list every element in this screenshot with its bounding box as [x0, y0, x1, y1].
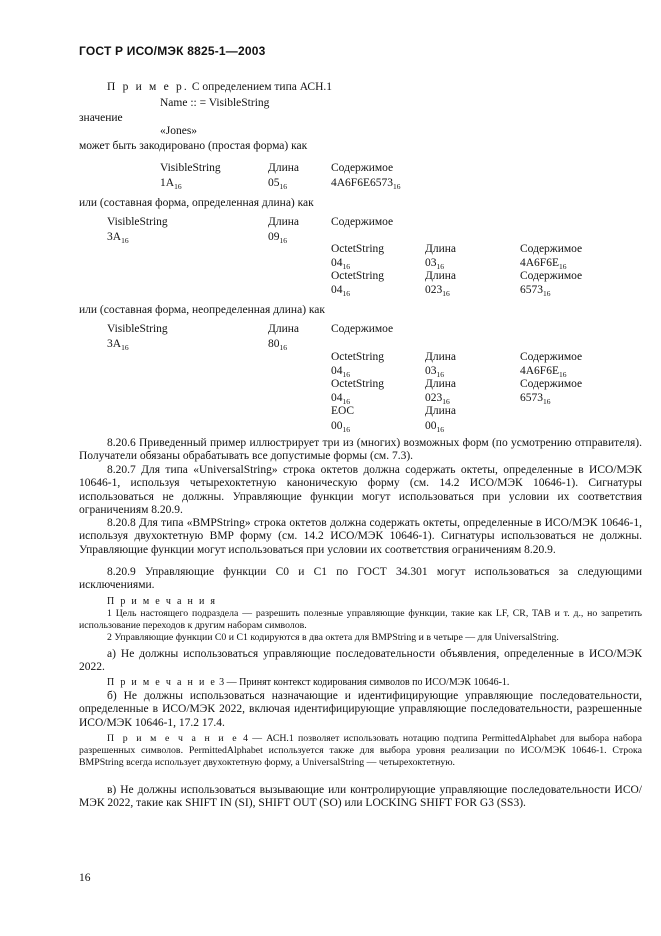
indefinite-content-header: Содержимое: [331, 323, 394, 335]
primitive-content-header: Содержимое: [331, 162, 394, 174]
notes-label: П р и м е ч а н и я: [107, 596, 217, 607]
indefinite-inner2-length-header: Длина: [425, 378, 456, 390]
indefinite-inner1-type-header: OctetString: [331, 351, 385, 363]
definite-content-header: Содержимое: [331, 216, 394, 228]
indefinite-inner2-type-header: OctetString: [331, 378, 385, 390]
paragraph-8-20-8: 8.20.8 Для типа «BMPString» строка октетов должна содержать октеты, определенные в ИСО/МЭК 10646-1, используя двухоктетную BMP форму (см. 14.2 ИСО/МЭК 10646-1). Сигнатуры использоваться не должны. Управляющие функции могут использоваться при условии их соответствия ограничениям 8.20.9.: [79, 517, 642, 556]
paragraph-8-20-9: 8.20.9 Управляющие функции С0 и С1 по ГОСТ 34.301 могут использоваться за следующими исключениями.: [79, 566, 642, 592]
note-3-line: [107, 677, 509, 689]
paragraph-8-20-6: 8.20.6 Приведенный пример иллюстрирует три из (многих) возможных форм (по усмотрению отправителя). Получатели обязаны обрабатывать все допустимые формы (см. 7.3).: [79, 437, 642, 463]
type-definition: Name :: = VisibleString: [160, 97, 270, 109]
definite-type-header: VisibleString: [107, 216, 168, 228]
indefinite-inner2-content: $6573_{16}$: [520, 392, 551, 406]
indefinite-inner1-length: $03_{16}$: [425, 365, 444, 379]
indefinite-inner1-tag: $04_{16}$: [331, 365, 350, 379]
primitive-tag-value: $1A_{16}$: [160, 177, 182, 191]
indefinite-eoc-length: $00_{16}$: [425, 420, 444, 434]
definite-inner2-content-header: Содержимое: [520, 270, 583, 282]
definite-inner2-length: $023_{16}$: [425, 284, 450, 298]
definite-inner1-content: $4A6F6E_{16}$: [520, 257, 567, 271]
note-4-block: [79, 733, 642, 769]
example-intro: С определением типа АСН.1: [191, 81, 333, 93]
primitive-type-header: VisibleString: [160, 162, 221, 174]
note-2: 2 Управляющие функции С0 и С1 кодируются в два октета для BMPString и в четыре — для UniversalString.: [107, 632, 559, 643]
primitive-intro: может быть закодировано (простая форма) как: [79, 140, 308, 152]
definite-tag-value: $3A_{16}$: [107, 231, 129, 245]
indefinite-inner1-content-header: Содержимое: [520, 351, 583, 363]
definite-inner1-length-header: Длина: [425, 243, 456, 255]
value-jones: «Jones»: [160, 125, 198, 137]
indefinite-length-value: $80_{16}$: [268, 338, 287, 352]
page-number: 16: [79, 872, 91, 884]
definite-inner2-content: $6573_{16}$: [520, 284, 551, 298]
paragraph-c: в) Не должны использоваться вызывающие или контролирующие управляющие последовательности ИСО/МЭК 2022, такие как SHIFT IN (SI), SHIFT OUT (SO) или LOCKING SHIFT FOR G3 (SS3).: [79, 784, 642, 810]
indefinite-inner2-length: $023_{16}$: [425, 392, 450, 406]
definite-length-header: Длина: [268, 216, 299, 228]
constructed-indefinite-intro: или (составная форма, неопределенная длина) как: [79, 304, 326, 316]
note-4: 4 — АСН.1 позволяет использовать нотацию подтипа PermittedAlphabet для выбора набора разрешенных символов. PermittedAlphabet используется также для выбора уровня реализации по ИСО/МЭК 10646-1. Строка BMPString всегда использует двухоктетную форму, а UniversalString — четырехоктетную.: [79, 733, 643, 768]
definite-inner1-tag: $04_{16}$: [331, 257, 350, 271]
indefinite-inner1-content: $4A6F6E_{16}$: [520, 365, 567, 379]
definite-inner1-type-header: OctetString: [331, 243, 385, 255]
indefinite-inner2-tag: $04_{16}$: [331, 392, 350, 406]
primitive-length-header: Длина: [268, 162, 299, 174]
indefinite-inner1-length-header: Длина: [425, 351, 456, 363]
indefinite-eoc-header: EOC: [331, 405, 354, 417]
definite-inner1-content-header: Содержимое: [520, 243, 583, 255]
paragraph-8-20-7: 8.20.7 Для типа «UniversalString» строка октетов должна содержать октеты, определенные в ИСО/МЭК 10646-1, используя четырехоктетную каноническую форму (см. 14.2 ИСО/МЭК 10646-1). Сигнатуры использоваться не должны. Управляющие функции могут использоваться при условии их соответствия ограничениям 8.20.9.: [79, 464, 642, 517]
indefinite-type-header: VisibleString: [107, 323, 168, 335]
definite-inner1-length: $03_{16}$: [425, 257, 444, 271]
indefinite-tag-value: $3A_{16}$: [107, 338, 129, 352]
primitive-length-value: $05_{16}$: [268, 177, 287, 191]
note-3: 3 — Принят контекст кодирования символов по ИСО/МЭК 10646-1.: [219, 677, 510, 688]
constructed-definite-intro: или (составная форма, определенная длина) как: [79, 197, 314, 209]
indefinite-length-header: Длина: [268, 323, 299, 335]
indefinite-eoc-length-header: Длина: [425, 405, 456, 417]
example-label: П р и м е р.: [107, 81, 189, 93]
indefinite-eoc-tag: $00_{16}$: [331, 420, 350, 434]
definite-inner2-length-header: Длина: [425, 270, 456, 282]
definite-inner2-tag: $04_{16}$: [331, 284, 350, 298]
note-3-label: П р и м е ч а н и е: [107, 677, 217, 688]
paragraph-a: а) Не должны использоваться управляющие последовательности объявления, определенные в ИСО/МЭК 2022.: [79, 648, 642, 674]
note-1: 1 Цель настоящего подраздела — разрешить полезные управляющие функции, такие как LF, CR, TAB и т. д., но запретить использование переходов к другим наборам символов.: [79, 608, 642, 631]
note-4-label: П р и м е ч а н и е: [107, 733, 239, 744]
document-header: ГОСТ Р ИСО/МЭК 8825-1—2003: [79, 44, 266, 58]
definite-length-value: $09_{16}$: [268, 231, 287, 245]
definite-inner2-type-header: OctetString: [331, 270, 385, 282]
value-label: значение: [79, 112, 123, 124]
paragraph-b: б) Не должны использоваться назначающие и идентифицирующие управляющие последовательности, определенные в ИСО/МЭК 2022, включая идентифицирующие управляющие последовательности, разрешенные ИСО/МЭК 10646-1, 17.2 17.4.: [79, 690, 642, 729]
indefinite-inner2-content-header: Содержимое: [520, 378, 583, 390]
example-intro-line: [107, 80, 332, 94]
primitive-content-value: $4A6F6E6573_{16}$: [331, 177, 401, 191]
